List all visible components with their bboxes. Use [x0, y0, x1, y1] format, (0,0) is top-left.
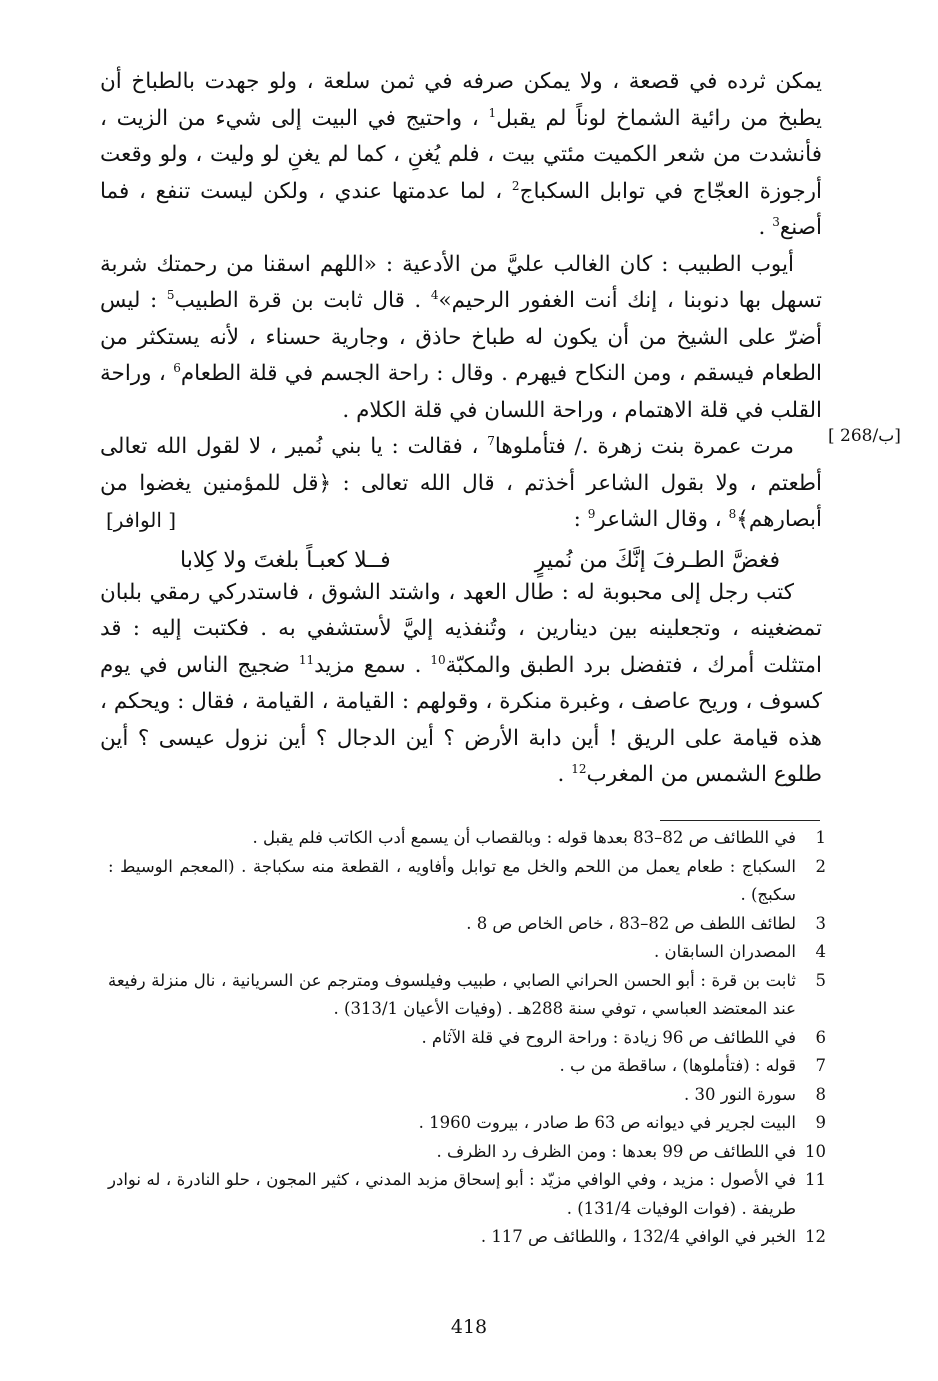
- poetic-meter-label: [ الوافر]: [106, 508, 177, 532]
- footnote-number: 12: [805, 1227, 826, 1246]
- footnote-number: 7: [815, 1056, 826, 1075]
- footnote-number: 8: [815, 1084, 826, 1104]
- footnote-number: 1: [815, 828, 826, 847]
- footnote-number: 5: [815, 970, 826, 990]
- footnote-ref: 4: [430, 287, 439, 302]
- paragraph-1: يمكن ثرده في قصعة ، ولا يمكن صرفه في ثمن سلعة ، ولو جهدت بالطباخ أن يطبخ من رائية الشماخ لوناً لم يقبل$^1$ ، واحتيج في البيت إلى شيء من الزيت ، فأنشدت من شعر الكميت مئتي بيت ، فلم يُغنِ ، كما لم يغنِ لو وليت ، ولو وقعت أرجوزة العجّاج في توابل السكباج$^2$ ، لما عدمتها عندي ، ولكن ليست تنفع ، فما أصنع$^3$ .: [100, 69, 822, 240]
- paragraph-3: مرت عمرة بنت زهرة ./ فتأملوها$^7$ ، فقالت : يا بني نُمير ، لا لقول الله تعالى أطعتم ، ولا بقول الشاعر أخذتم ، قال الله تعالى : ﴿قل للمؤمنين يغضوا من أبصارهم﴾$^8$ ، وقال الشاعر$^9$ :: [100, 433, 822, 532]
- footnote-text: في اللطائف ص 96 زيادة : وراحة الروح في قلة الآثام .: [421, 1027, 796, 1047]
- footnote-ref: 11: [298, 652, 315, 667]
- footnote-text: المصدران السابقان .: [654, 942, 796, 961]
- footnote-number: 3: [815, 913, 826, 933]
- verse-second-hemistich: فــلا كعبـاً بلغتَ ولا كِلابا: [180, 548, 391, 573]
- footnote-item: [108, 824, 826, 853]
- footnote-text: ثابت بن قرة : أبو الحسن الحراني الصابي ، طبيب وفيلسوف ومترجم عن السريانية ، نال منزلة رفيعة عند المعتضد العباسي ، توفي سنة 288هـ . (وفيات الأعيان 313/1) .: [108, 970, 796, 1018]
- footnote-ref: 6: [173, 360, 181, 375]
- footnote-ref: 12: [571, 761, 587, 776]
- footnote-number: 9: [815, 1113, 826, 1132]
- footnote-ref: 8: [728, 506, 737, 521]
- page-number: 418: [450, 1316, 488, 1338]
- main-text: [100, 64, 822, 794]
- footnote-item: [108, 1109, 826, 1138]
- footnote-ref: 9: [587, 506, 596, 521]
- footnote-number: 4: [815, 942, 826, 961]
- footnote-text: الخبر في الوافي 132/4 ، واللطائف ص 117 .: [480, 1227, 796, 1246]
- footnote-number: 6: [815, 1027, 826, 1047]
- footnote-item: [108, 1052, 826, 1081]
- footnote-number: 10: [805, 1141, 826, 1161]
- manuscript-folio-marker: [ 268/ب]: [828, 426, 901, 446]
- footnote-item: [108, 1166, 826, 1223]
- footnote-number: 2: [815, 856, 826, 876]
- footnote-item: [108, 1223, 826, 1252]
- footnote-text: في الأصول : مزيد ، وفي الوافي مزيّد : أبو إسحاق مزبد المدني ، كثير المجون ، حلو النادرة ، له نوادر طريفة . (فوات الوفيات 131/4) .: [108, 1170, 796, 1218]
- poetry-verse: [180, 548, 780, 573]
- footnote-text: لطائف اللطف ص 82–83 ، خاص الخاص ص 8 .: [466, 913, 796, 933]
- footnote-text: في اللطائف ص 99 بعدها : ومن الظرف رد الظرف .: [436, 1141, 796, 1161]
- footnote-item: [108, 1024, 826, 1053]
- paragraph-4: كتب رجل إلى محبوبة له : طال العهد ، واشتد الشوق ، فاستدركي رمقي بلبان تمضغينه ، وتجعلينه بين دينارين ، وتُنفذيه إليَّ لأستشفي به . فكتبت إليه : قد امتثلت أمرك ، فتفضل برد الطبق والمكبّة$^{10}$ . سمع مزيد$^{11}$ ضجيج الناس في يوم كسوف ، وريح عاصف ، وغبرة منكرة ، وقولهم : القيامة ، القيامة ، فقال : ويحكم ، هذه قيامة على الريق ! أين دابة الأرض ؟ أين الدجال ؟ أين نزول عيسى ؟ أين طلوع الشمس من المغرب$^{12}$ .: [100, 579, 823, 787]
- footnote-text: في اللطائف ص 82–83 بعدها قوله : وبالقصاب أن يسمع أدب الكاتب فلم يقبل .: [252, 828, 796, 847]
- footnote-text: السكباج : طعام يعمل من اللحم والخل مع توابل وأفاويه ، القطعة منه سكباجة . (المعجم الوسيط : سكبج) .: [108, 856, 796, 904]
- verse-first-hemistich: فغضَّ الطـرفَ إنَّكَ من نُميرٍ: [534, 548, 780, 573]
- footnote-separator: [660, 820, 820, 821]
- footnote-text: سورة النور 30 .: [683, 1084, 796, 1104]
- footnote-ref: 5: [166, 287, 175, 302]
- footnotes-list: [108, 824, 826, 1252]
- footnote-item: [108, 1138, 826, 1167]
- footnote-item: [108, 938, 826, 967]
- footnote-item: [108, 910, 826, 939]
- footnote-ref: 1: [488, 105, 497, 120]
- footnote-ref: 10: [430, 652, 446, 667]
- footnote-text: قوله : (فتأملوها) ، ساقطة من ب .: [559, 1056, 796, 1075]
- paragraph-2: أيوب الطبيب : كان الغالب عليَّ من الأدعية : «اللهم اسقنا من رحمتك شربة تسهل بها دنوبنا ، إنك أنت الغفور الرحيم»$^4$ . قال ثابت بن قرة الطبيب$^5$ : ليس أضرّ على الشيخ من أن يكون له طباخ حاذق ، وجارية حسناء ، لأنه يستكثر من الطعام فيسقم ، ومن النكاح فيهرم . وقال : راحة الجسم في قلة الطعام$^6$ ، وراحة القلب في قلة الاهتمام ، وراحة اللسان في قلة الكلام .: [100, 251, 822, 423]
- footnote-item: [108, 1081, 826, 1110]
- footnote-number: 11: [805, 1170, 826, 1189]
- footnote-ref: 3: [772, 214, 780, 229]
- footnote-ref: 2: [511, 178, 520, 193]
- footnote-text: البيت لجرير في ديوانه ص 63 ط صادر ، بيروت 1960 .: [418, 1113, 796, 1132]
- footnote-item: [108, 853, 826, 910]
- footnote-ref: 7: [487, 433, 495, 448]
- footnote-item: [108, 967, 826, 1024]
